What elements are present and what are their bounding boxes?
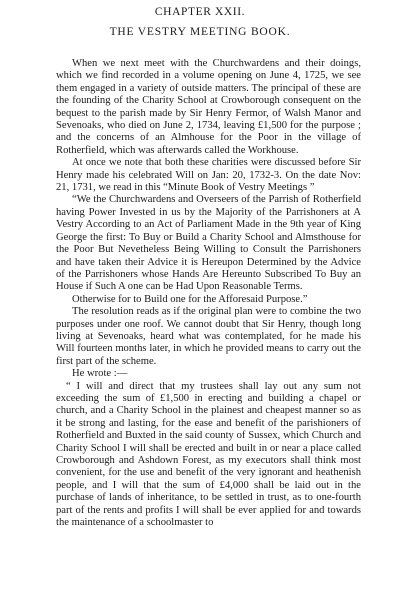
body-text [56,58,361,529]
paragraph-intro: When we next meet with the Churchwardens and their doings, which we find recorded in a volume opening on June 4, 1725, we see them engaged in a variety of outside matters. The principal of these are the founding of the Charity School at Crowborough consequent on the bequest to the parish made by Sir Henry Fermor, of Walsh Manor and Sevenoaks, who died on June 2, 1734, leaving £1,500 for the purpose ; and the concerns of an Almhouse for the Poor in the village of Rotherfield, which was afterwards called the Workhouse. [56,58,361,156]
chapter-number: CHAPTER XXII. [154,6,246,18]
paragraph-resolution: The resolution reads as if the original plan were to combine the two purposes under one roof. We cannot doubt that Sir Henry, though long living at Sevenoaks, heard what was contemplated, for he made his Will fourteen months later, in which he provided means to carry out the first part of the scheme. [56,306,361,367]
chapter-title: THE VESTRY MEETING BOOK. [109,26,291,38]
paragraph-vestry-minute: “We the Churchwardens and Overseers of the Parrish of Rotherfield having Power Invested in us by the Majority of the Parrishoners at A Vestry According to an Act of Parliament Made in the 9th year of King George the first: To Buy or Build a Charity School and Almsthouse for the Poor But Nevetheless Being Willing to Consult the Parrishoners and have taken their Advice it is Hereupon Determined by the Advice of the Parrishoners whose Hands Are Hereunto Subscribed To Buy an House if Such A one can be Had Upon Reasonable Terms. [56,194,361,293]
paragraph-charities: At once we note that both these charities were discussed before Sir Henry made his celebrated Will on Jan: 20, 1732-3. On the date Nov: 21, 1731, we read in this “Minute Book of Vestry Meetings ” [56,157,361,194]
paragraph-vestry-minute-end: Otherwise for to Build one for the Afforesaid Purpose.” [72,293,308,305]
paragraph-he-wrote: He wrote :— [72,368,128,380]
paragraph-will-quote: “ I will and direct that my trustees shall lay out any sum not exceeding the sum of £1,500 in erecting and building a chapel or church, and a Charity School in the plainest and cheapest manner so as it be strong and lasting, for the ease and benefit of the parishioners of Rotherfield and Buxted in the said county of Sussex, which Church and Charity School I will shall be erected and built in or near a place called Crowborough and Ashdown Forest, as my executors shall think most convenient, for the use and benefit of the very ignorant and heathenish people, and I will that the sum of £4,000 shall be laid out in the purchase of lands of inheritance, to be settled in trust, as to one-fourth part of the rents and profits I will shall be ever applied for and towards the maintenance of a schoolmaster to [56,380,361,529]
